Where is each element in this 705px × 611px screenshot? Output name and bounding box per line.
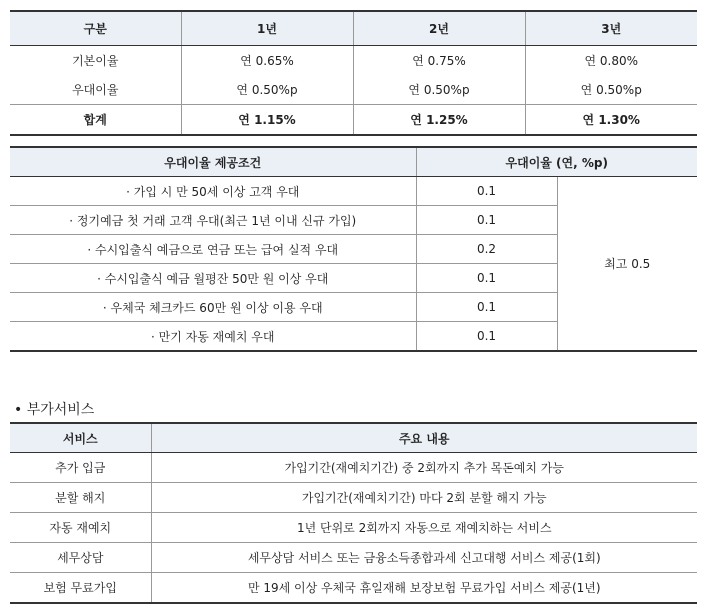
service-description: 가입기간(재예치기간) 중 2회까지 추가 목돈예치 가능 [151,453,697,483]
rate-cell: 연 0.65% [181,46,353,76]
condition-cell: · 수시입출식 예금으로 연금 또는 급여 실적 우대 [10,235,416,264]
header-service: 서비스 [10,423,151,453]
rate-cell: 연 0.50%p [181,75,353,105]
rate-cell: 0.1 [416,264,557,293]
table-row [10,177,697,206]
condition-cell: · 우체국 체크카드 60만 원 이상 이용 우대 [10,293,416,322]
condition-cell: · 가입 시 만 50세 이상 고객 우대 [10,177,416,206]
service-description: 1년 단위로 2회까지 자동으로 재예치하는 서비스 [151,513,697,543]
service-description: 가입기간(재예치기간) 마다 2회 분할 해지 가능 [151,483,697,513]
preference-condition-table [10,146,697,352]
table-row [10,513,697,543]
condition-cell: · 만기 자동 재예치 우대 [10,322,416,352]
table-row [10,573,697,604]
interest-rate-table [10,10,697,136]
rate-cell: 0.1 [416,177,557,206]
rate-cell: 연 0.80% [525,46,697,76]
header-main-content: 주요 내용 [151,423,697,453]
rate-cell: 0.1 [416,293,557,322]
total-cell: 연 1.15% [181,105,353,136]
max-rate-cell: 최고 0.5 [557,177,697,352]
rate-cell: 0.2 [416,235,557,264]
table-row [10,543,697,573]
row-label: 우대이율 [72,83,119,97]
header-condition: 우대이율 제공조건 [10,147,416,177]
header-1yr: 1년 [181,11,353,46]
header-2yr: 2년 [353,11,525,46]
service-name: 보험 무료가입 [10,573,151,604]
service-name: 세무상담 [10,543,151,573]
table-row [10,75,697,105]
rate-cell: 연 0.50%p [525,75,697,105]
rate-cell: 0.1 [416,322,557,352]
services-header-row [10,423,697,453]
additional-services-table [10,422,697,604]
section-title-additional-services: • 부가서비스 [14,402,95,418]
interest-rate-header-row [10,11,697,46]
total-label: 합계 [10,105,181,136]
total-cell: 연 1.25% [353,105,525,136]
total-row [10,105,697,136]
header-preference-rate: 우대이율 (연, %p) [416,147,697,177]
condition-cell: · 수시입출식 예금 월평잔 50만 원 이상 우대 [10,264,416,293]
service-name: 추가 입금 [10,453,151,483]
service-name: 자동 재예치 [10,513,151,543]
row-label: 기본이율 [72,54,119,68]
rate-cell: 연 0.50%p [353,75,525,105]
table-row [10,453,697,483]
table-row [10,46,697,76]
service-description: 세무상담 서비스 또는 금융소득종합과세 신고대행 서비스 제공(1회) [151,543,697,573]
table-row [10,483,697,513]
preference-header-row [10,147,697,177]
service-description: 만 19세 이상 우체국 휴일재해 보장보험 무료가입 서비스 제공(1년) [151,573,697,604]
rate-cell: 연 0.75% [353,46,525,76]
total-cell: 연 1.30% [525,105,697,136]
header-category: 구분 [10,11,181,46]
rate-cell: 0.1 [416,206,557,235]
service-name: 분할 해지 [10,483,151,513]
condition-cell: · 정기예금 첫 거래 고객 우대(최근 1년 이내 신규 가입) [10,206,416,235]
header-3yr: 3년 [525,11,697,46]
